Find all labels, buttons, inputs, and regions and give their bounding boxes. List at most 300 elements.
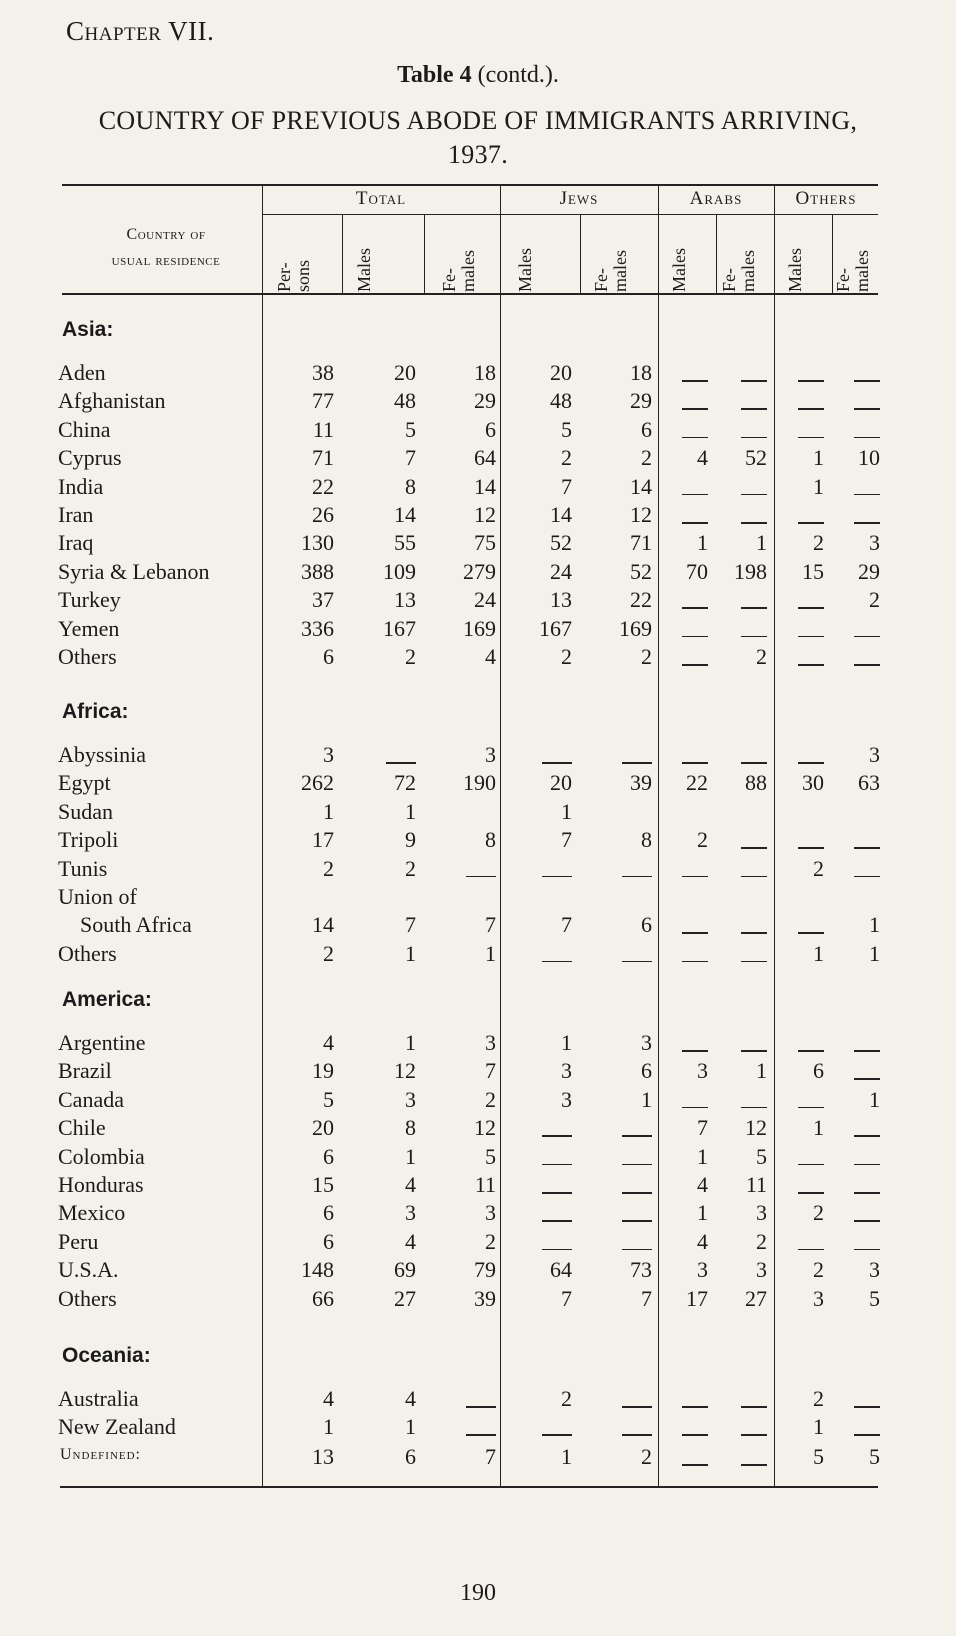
- table-cell: 18: [474, 360, 496, 385]
- table-cell: 3: [641, 1030, 652, 1055]
- table-cell: 2: [813, 1257, 824, 1283]
- cell-dash: [682, 607, 708, 609]
- row-label: Union of: [58, 884, 137, 909]
- table-cell: 15: [312, 1172, 334, 1197]
- table-cell: 12: [474, 502, 496, 527]
- table-cell: 22: [686, 770, 708, 796]
- cell-dash: [466, 1406, 496, 1408]
- column-header-country: [62, 222, 270, 274]
- row-label: Turkey: [58, 587, 121, 613]
- cell-dash: [741, 762, 767, 764]
- table-cell: 2: [561, 1386, 572, 1411]
- table-suffix: (contd.).: [477, 62, 559, 88]
- cell-dash: [466, 1434, 496, 1436]
- subcolumn-divider: [716, 215, 717, 293]
- table-cell: 388: [301, 558, 334, 584]
- table-cell: 52: [550, 530, 572, 556]
- table-cell: 2: [485, 1086, 496, 1112]
- table-cell: 3: [485, 742, 496, 767]
- table-cell: 2: [641, 644, 652, 669]
- table-cell: 4: [405, 1172, 416, 1197]
- table-cell: 66: [312, 1285, 334, 1311]
- cell-dash: [622, 876, 652, 878]
- row-label: Brazil: [58, 1058, 112, 1084]
- cell-dash: [854, 664, 880, 666]
- table-cell: 6: [323, 1143, 334, 1169]
- cell-dash: [622, 1406, 652, 1408]
- cell-dash: [854, 1249, 880, 1251]
- row-label: Iran: [58, 502, 94, 527]
- cell-dash: [798, 664, 824, 666]
- table-cell: 11: [474, 1172, 496, 1197]
- cell-dash: [741, 437, 767, 439]
- table-cell: 7: [405, 912, 416, 938]
- row-label: Argentine: [58, 1030, 146, 1055]
- cell-dash: [542, 1164, 572, 1166]
- column-header: [440, 250, 478, 292]
- table-cell: 1: [697, 1143, 708, 1169]
- table-cell: 7: [485, 1058, 496, 1084]
- table-cell: 20: [550, 360, 572, 385]
- table-cell: 8: [405, 473, 416, 499]
- table-cell: 5: [405, 416, 416, 442]
- cell-dash: [854, 1192, 880, 1194]
- table-cell: 4: [697, 1172, 708, 1197]
- table-cell: 4: [405, 1386, 416, 1411]
- table-cell: 6: [323, 644, 334, 669]
- table-cell: 3: [869, 742, 880, 767]
- table-cell: 15: [802, 558, 824, 584]
- table-cell: 8: [641, 827, 652, 853]
- corner-line-1: Country of: [126, 226, 206, 243]
- row-label: New Zealand: [58, 1414, 176, 1440]
- table-cell: 7: [485, 912, 496, 938]
- row-label: Tripoli: [58, 827, 119, 853]
- table-cell: 48: [550, 388, 572, 414]
- table-cell: 55: [394, 530, 416, 556]
- table-cell: 1: [813, 445, 824, 471]
- table-cell: 14: [550, 502, 572, 527]
- table-cell: 26: [312, 502, 334, 527]
- table-cell: 20: [550, 770, 572, 796]
- table-cell: 72: [394, 770, 416, 796]
- cell-dash: [682, 932, 708, 934]
- table-cell: 130: [301, 530, 334, 556]
- cell-dash: [682, 1464, 708, 1466]
- column-divider: [500, 185, 501, 1486]
- table-cell: 22: [312, 473, 334, 499]
- table-cell: 2: [405, 855, 416, 881]
- row-label: Egypt: [58, 770, 111, 796]
- table-cell: 27: [745, 1285, 767, 1311]
- column-header-line: males: [852, 250, 872, 292]
- table-cell: 29: [474, 388, 496, 414]
- table-cell: 14: [312, 912, 334, 938]
- table-cell: 190: [463, 770, 496, 796]
- table-cell: 2: [561, 644, 572, 669]
- table-cell: 5: [869, 1285, 880, 1311]
- group-header-others: Others: [795, 188, 857, 209]
- group-header-total: Total: [355, 188, 407, 209]
- row-label: Tunis: [58, 855, 108, 881]
- table-cell: 3: [561, 1086, 572, 1112]
- table-cell: 30: [802, 770, 824, 796]
- bottom-rule: [60, 1486, 878, 1488]
- table-cell: 20: [394, 360, 416, 385]
- table-cell: 3: [405, 1086, 416, 1112]
- row-label: Sudan: [58, 798, 113, 824]
- table-cell: 13: [312, 1444, 334, 1469]
- cell-dash: [682, 380, 708, 382]
- table-cell: 167: [383, 615, 416, 641]
- column-header-line: Males: [669, 248, 689, 292]
- cell-dash: [854, 1135, 880, 1137]
- table-cell: 1: [561, 798, 572, 824]
- title-line-1: COUNTRY OF PREVIOUS ABODE OF IMMIGRANTS ARRIVING,: [98, 106, 858, 135]
- table-cell: 48: [394, 388, 416, 414]
- table-cell: 8: [485, 827, 496, 853]
- table-cell: 63: [858, 770, 880, 796]
- table-cell: 38: [312, 360, 334, 385]
- table-cell: 262: [301, 770, 334, 796]
- table-cell: 3: [756, 1257, 767, 1283]
- table-cell: 12: [745, 1115, 767, 1141]
- table-cell: 2: [323, 940, 334, 966]
- table-cell: 1: [485, 940, 496, 966]
- chapter-number: VII.: [168, 16, 215, 46]
- row-label: Iraq: [58, 530, 94, 556]
- column-header: [355, 248, 374, 292]
- table-cell: 5: [756, 1143, 767, 1169]
- table-title: [40, 104, 916, 172]
- row-label: Others: [58, 644, 117, 669]
- cell-dash: [854, 522, 880, 524]
- table-cell: 6: [405, 1444, 416, 1469]
- table-cell: 198: [734, 558, 767, 584]
- group-rule: [262, 214, 878, 215]
- section-heading: Oceania:: [62, 1344, 151, 1367]
- table-cell: 2: [485, 1228, 496, 1254]
- table-cell: 5: [485, 1143, 496, 1169]
- column-header-line: Males: [515, 248, 535, 292]
- row-label: Honduras: [58, 1172, 144, 1197]
- table-cell: 19: [312, 1058, 334, 1084]
- table-cell: 1: [641, 1086, 652, 1112]
- cell-dash: [854, 1050, 880, 1052]
- table-cell: 6: [641, 1058, 652, 1084]
- table-cell: 1: [405, 1030, 416, 1055]
- table-cell: 2: [641, 1444, 652, 1469]
- table-cell: 3: [485, 1030, 496, 1055]
- table-cell: 3: [697, 1058, 708, 1084]
- table-label: Table 4: [397, 62, 472, 88]
- cell-dash: [741, 847, 767, 849]
- chapter-prefix: Chapter: [66, 16, 162, 46]
- cell-dash: [798, 1050, 824, 1052]
- table-cell: 1: [323, 798, 334, 824]
- table-cell: 4: [697, 445, 708, 471]
- table-cell: 2: [813, 1200, 824, 1226]
- cell-dash: [741, 932, 767, 934]
- cell-dash: [542, 1135, 572, 1137]
- column-header-line: Fe-: [591, 268, 611, 292]
- top-rule: [62, 184, 878, 186]
- table-cell: 109: [383, 558, 416, 584]
- table-cell: 69: [394, 1257, 416, 1283]
- cell-dash: [622, 961, 652, 963]
- table-cell: 1: [813, 940, 824, 966]
- table-number: [0, 62, 956, 89]
- table-cell: 2: [641, 445, 652, 471]
- table-cell: 70: [686, 558, 708, 584]
- table-cell: 148: [301, 1257, 334, 1283]
- table-cell: 2: [813, 1386, 824, 1411]
- cell-dash: [741, 607, 767, 609]
- cell-dash: [542, 961, 572, 963]
- table-cell: 24: [550, 558, 572, 584]
- cell-dash: [741, 380, 767, 382]
- table-cell: 1: [813, 1115, 824, 1141]
- column-header: [670, 248, 689, 292]
- table-cell: 1: [813, 473, 824, 499]
- row-label: Aden: [58, 360, 106, 385]
- row-label: Canada: [58, 1086, 124, 1112]
- table-cell: 6: [641, 416, 652, 442]
- table-cell: 52: [630, 558, 652, 584]
- table-cell: 77: [312, 388, 334, 414]
- cell-dash: [542, 1434, 572, 1436]
- row-label: Syria & Lebanon: [58, 558, 210, 584]
- table-cell: 1: [869, 940, 880, 966]
- cell-dash: [622, 762, 652, 764]
- table-cell: 2: [756, 644, 767, 669]
- table-cell: 2: [697, 827, 708, 853]
- cell-dash: [741, 1050, 767, 1052]
- table-cell: 24: [474, 587, 496, 613]
- table-cell: 169: [619, 615, 652, 641]
- table-cell: 7: [561, 1285, 572, 1311]
- column-header-line: Males: [354, 248, 374, 292]
- cell-dash: [741, 522, 767, 524]
- cell-dash: [386, 762, 416, 764]
- cell-dash: [798, 380, 824, 382]
- table-cell: 6: [641, 912, 652, 938]
- subcolumn-divider: [342, 215, 343, 293]
- cell-dash: [798, 1192, 824, 1194]
- cell-dash: [854, 636, 880, 638]
- table-cell: 39: [474, 1285, 496, 1311]
- table-cell: 1: [756, 1058, 767, 1084]
- table-cell: 13: [550, 587, 572, 613]
- table-cell: 8: [405, 1115, 416, 1141]
- table-cell: 336: [301, 615, 334, 641]
- table-cell: 7: [561, 827, 572, 853]
- cell-dash: [682, 437, 708, 439]
- table-cell: 1: [561, 1030, 572, 1055]
- cell-dash: [682, 522, 708, 524]
- table-cell: 7: [485, 1444, 496, 1469]
- table-cell: 6: [813, 1058, 824, 1084]
- table-cell: 7: [405, 445, 416, 471]
- group-header-jews: Jews: [559, 188, 599, 209]
- table-cell: 22: [630, 587, 652, 613]
- row-label: Chile: [58, 1115, 106, 1141]
- table-cell: 6: [323, 1200, 334, 1226]
- row-label: South Africa: [80, 912, 192, 938]
- table-cell: 1: [405, 1143, 416, 1169]
- table-cell: 6: [485, 416, 496, 442]
- cell-dash: [682, 762, 708, 764]
- table-cell: 2: [869, 587, 880, 613]
- table-cell: 29: [858, 558, 880, 584]
- cell-dash: [854, 1220, 880, 1222]
- table-cell: 4: [323, 1386, 334, 1411]
- column-header-line: males: [610, 250, 630, 292]
- table-cell: 64: [474, 445, 496, 471]
- cell-dash: [542, 762, 572, 764]
- cell-dash: [854, 1164, 880, 1166]
- cell-dash: [854, 847, 880, 849]
- cell-dash: [466, 876, 496, 878]
- table-cell: 17: [686, 1285, 708, 1311]
- row-label: Others: [58, 940, 117, 966]
- table-cell: 7: [561, 912, 572, 938]
- cell-dash: [741, 1107, 767, 1109]
- row-label: Afghanistan: [58, 388, 166, 414]
- row-label: Colombia: [58, 1143, 145, 1169]
- table-cell: 2: [323, 855, 334, 881]
- table-cell: 3: [756, 1200, 767, 1226]
- table-cell: 5: [323, 1086, 334, 1112]
- table-cell: 75: [474, 530, 496, 556]
- table-cell: 3: [561, 1058, 572, 1084]
- table-cell: 1: [869, 1086, 880, 1112]
- page-number: 190: [460, 1580, 496, 1606]
- cell-dash: [854, 408, 880, 410]
- table-cell: 4: [697, 1228, 708, 1254]
- table-cell: 64: [550, 1257, 572, 1283]
- table-cell: 3: [323, 742, 334, 767]
- table-cell: 3: [405, 1200, 416, 1226]
- row-label: U.S.A.: [58, 1257, 119, 1283]
- cell-dash: [542, 1192, 572, 1194]
- table-cell: 12: [474, 1115, 496, 1141]
- table-cell: 279: [463, 558, 496, 584]
- cell-dash: [741, 408, 767, 410]
- row-label: Mexico: [58, 1200, 126, 1226]
- column-header: [516, 248, 535, 292]
- cell-dash: [798, 1249, 824, 1251]
- table-cell: 27: [394, 1285, 416, 1311]
- row-label: Abyssinia: [58, 742, 146, 767]
- table-cell: 1: [405, 940, 416, 966]
- table-cell: 1: [697, 1200, 708, 1226]
- table-cell: 1: [697, 530, 708, 556]
- table-cell: 5: [869, 1444, 880, 1469]
- table-cell: 5: [561, 416, 572, 442]
- chapter-heading: [66, 16, 214, 47]
- column-divider: [262, 185, 263, 1486]
- cell-dash: [854, 876, 880, 878]
- row-label: Cyprus: [58, 445, 122, 471]
- table-cell: 79: [474, 1257, 496, 1283]
- cell-dash: [542, 1220, 572, 1222]
- table-cell: 2: [813, 855, 824, 881]
- column-header-line: Fe-: [719, 268, 739, 292]
- table-cell: 3: [869, 1257, 880, 1283]
- cell-dash: [798, 1164, 824, 1166]
- table-cell: 1: [561, 1444, 572, 1469]
- table-cell: 11: [745, 1172, 767, 1197]
- section-heading: Africa:: [62, 700, 129, 723]
- table-cell: 7: [561, 473, 572, 499]
- table-cell: 4: [323, 1030, 334, 1055]
- table-cell: 3: [697, 1257, 708, 1283]
- table-cell: 29: [630, 388, 652, 414]
- table-cell: 14: [474, 473, 496, 499]
- table-cell: 88: [745, 770, 767, 796]
- table-cell: 3: [813, 1285, 824, 1311]
- table-cell: 39: [630, 770, 652, 796]
- table-cell: 14: [630, 473, 652, 499]
- cell-dash: [682, 1434, 708, 1436]
- cell-dash: [682, 636, 708, 638]
- column-header-line: Males: [785, 248, 805, 292]
- table-cell: 18: [630, 360, 652, 385]
- table-cell: 73: [630, 1257, 652, 1283]
- cell-dash: [542, 876, 572, 878]
- table-cell: 1: [869, 912, 880, 938]
- column-header-line: males: [738, 250, 758, 292]
- table-cell: 2: [756, 1228, 767, 1254]
- row-label: Peru: [58, 1228, 99, 1254]
- table-cell: 6: [323, 1228, 334, 1254]
- cell-dash: [682, 961, 708, 963]
- cell-dash: [854, 1434, 880, 1436]
- column-header: [720, 250, 758, 292]
- table-cell: 2: [813, 530, 824, 556]
- table-cell: 7: [697, 1115, 708, 1141]
- table-cell: 12: [394, 1058, 416, 1084]
- cell-dash: [622, 1434, 652, 1436]
- table-cell: 5: [813, 1444, 824, 1469]
- section-heading: Asia:: [62, 318, 114, 341]
- section-heading: America:: [62, 988, 152, 1011]
- table-cell: 1: [405, 798, 416, 824]
- cell-dash: [798, 522, 824, 524]
- table-cell: 71: [312, 445, 334, 471]
- table-cell: 169: [463, 615, 496, 641]
- column-header-line: males: [458, 250, 478, 292]
- table-cell: 1: [813, 1414, 824, 1440]
- cell-dash: [854, 380, 880, 382]
- cell-dash: [682, 1406, 708, 1408]
- table-cell: 52: [745, 445, 767, 471]
- title-line-2: 1937.: [448, 140, 508, 169]
- table-cell: 7: [641, 1285, 652, 1311]
- cell-dash: [682, 408, 708, 410]
- table-cell: 4: [405, 1228, 416, 1254]
- group-header-arabs: Arabs: [689, 188, 743, 209]
- table-cell: 1: [756, 530, 767, 556]
- table-cell: 12: [630, 502, 652, 527]
- table-cell: 10: [858, 445, 880, 471]
- cell-dash: [854, 1406, 880, 1408]
- cell-dash: [682, 1107, 708, 1109]
- cell-dash: [798, 847, 824, 849]
- table-cell: 11: [312, 416, 334, 442]
- column-header: [592, 250, 630, 292]
